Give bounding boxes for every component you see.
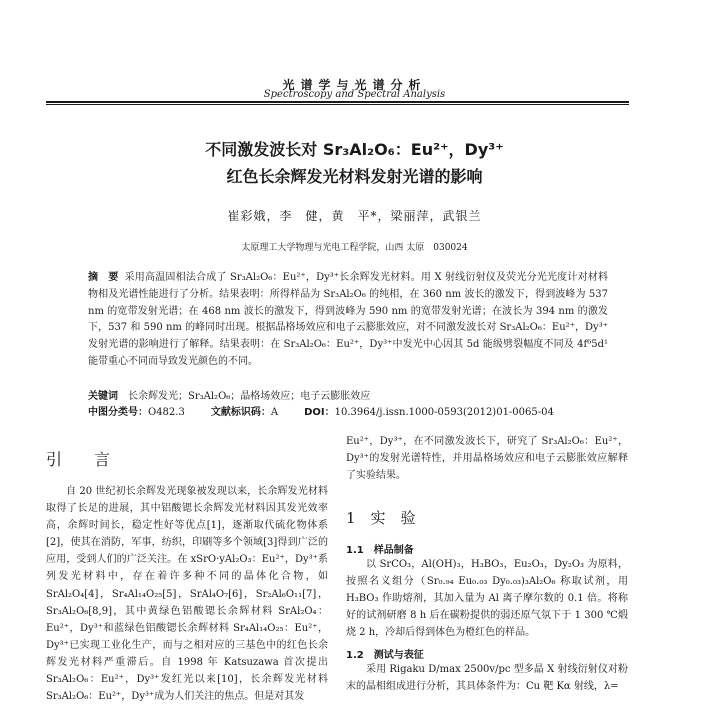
paper-title-line2: 红色长余辉发光材料发射光谱的影响 xyxy=(226,167,483,186)
clc-value: O482.3 xyxy=(148,407,185,418)
paper-title-line1: 不同激发波长对 Sr₃Al₂O₆：Eu²⁺，Dy³⁺ xyxy=(205,140,504,159)
journal-title-cn: 光谱学与光谱分析 xyxy=(282,78,427,92)
classification-line xyxy=(88,403,628,418)
header-rule-thin xyxy=(46,104,629,105)
abstract-text: 采用高温固相法合成了 Sr₃Al₂O₆：Eu²⁺，Dy³⁺长余辉发光材料。用 X 射线衍射仪及荧光分光光度计对材料物相及光谱性能进行了分析。结果表明：所得样品为 Sr₃Al₂O₆ 的纯相，在 360 nm 波长的激发下，得到波峰为 537 nm 的宽带发射光谱；在 468 nm 波长的激发下，得到波峰为 590 nm 的宽带发射光谱；在波长为 394 nm 的激发下，537 和 590 nm 的峰同时出现。根据晶格场效应和电子云膨胀效应，对不同激发波长对 Sr₃Al₂O₆：Eu²⁺，Dy³⁺发射光谱的影响进行了解释。结果表明：在 Sr₃Al₂O₆：Eu²⁺，Dy³⁺中发光中心因其 5d 能级劈裂幅度不同及 4f⁶5d¹ 能带重心不同而导致发光颜色的不同。 xyxy=(88,272,608,367)
affiliation: 太原理工大学物理与光电工程学院，山西 太原 030024 xyxy=(241,243,468,253)
author-list: 崔彩娥，李 健，黄 平*，梁丽萍，武银兰 xyxy=(227,209,482,223)
header-rule xyxy=(46,101,629,103)
doc-code-label: 文献标识码： xyxy=(210,407,271,418)
sample-prep-paragraph: 以 SrCO₃，Al(OH)₃，H₃BO₃，Eu₂O₃，Dy₂O₃ 为原料，按照名义组分（Sr₀.₉₄ Eu₀.₀₃ Dy₀.₀₃)₃Al₂O₆ 称取试剂，用 H₃BO₃ 作助熔剂，其加入量为 Al 离子摩尔数的 0.1 倍。将称好的试剂研磨 8 h 后在碳粉提供的弱还原气氛下于 1 300 ℃煅烧 2 h，冷却后得到体色为橙红色的样品。 xyxy=(346,559,628,638)
keywords-label: 关键词 xyxy=(88,391,118,402)
section-heading-experiment: 1 实 验 xyxy=(346,509,416,527)
intro-paragraph: 自 20 世纪初长余辉发光现象被发现以来，长余辉发光材料取得了长足的进展，其中铝酸锶长余辉发光材料因其发光效率高，余辉时间长，稳定性好等优点[1]，逐渐取代硫化物体系[2]，使其在消防，军事，纺织，印刷等多个领域[3]得到广泛的应用，受到人们的广泛关注。在 xSrO·yAl₂O₃：Eu²⁺，Dy³⁺系列发光材料中，存在着许多种不同的晶体化合物，如 SrAl₂O₄[4]，Sr₄Al₁₄O₂₅[5]，SrAl₄O₇[6]，Sr₂Al₆O₁₁[7]，Sr₃Al₂O₆[8,9]，其中黄绿色铝酸锶长余辉材料 SrAl₂O₄：Eu²⁺，Dy³⁺和蓝绿色铝酸锶长余辉材料 Sr₄Al₁₄O₂₅：Eu²⁺，Dy³⁺已实现工业化生产，而与之相对应的三基色中的红色长余辉发光材料严重滞后。自 1998 年 Katsuzawa 首次提出 Sr₃Al₂O₆：Eu²⁺，Dy³⁺发红光以来[10]，长余辉发光材料 Sr₃Al₂O₆：Eu²⁺，Dy³⁺成为人们关注的焦点。但是对其发 xyxy=(46,486,328,703)
right-column-continuation: Eu²⁺，Dy³⁺，在不同激发波长下，研究了 Sr₃Al₂O₆：Eu²⁺，Dy³⁺的发射光谱特性，并用晶格场效应和电子云膨胀效应解释了实验结果。 xyxy=(346,436,628,481)
testing-paragraph: 采用 Rigaku D/max 2500v/pc 型多晶 X 射线衍射仪对粉末的晶相组成进行分析，其具体条件为：Cu 靶 Kα 射线，λ= xyxy=(346,664,628,692)
journal-title-en: Spectroscopy and Spectral Analysis xyxy=(263,89,446,100)
section-heading-intro: 引 言 xyxy=(46,450,119,469)
clc-label: 中图分类号： xyxy=(88,407,148,418)
abstract-label: 摘 要 xyxy=(88,272,119,283)
keywords xyxy=(88,387,628,402)
doi-value: 10.3964/j.issn.1000-0593(2012)01-0065-04 xyxy=(334,407,554,418)
abstract xyxy=(88,270,608,371)
doi-label: DOI： xyxy=(304,407,335,418)
doc-code-value: A xyxy=(270,407,279,418)
keywords-text: 长余辉发光；Sr₃Al₂O₆；晶格场效应；电子云膨胀效应 xyxy=(128,391,371,402)
subsection-heading-testing: 1.2 测试与表征 xyxy=(346,650,424,661)
subsection-heading-sample-prep: 1.1 样品制备 xyxy=(346,545,414,556)
